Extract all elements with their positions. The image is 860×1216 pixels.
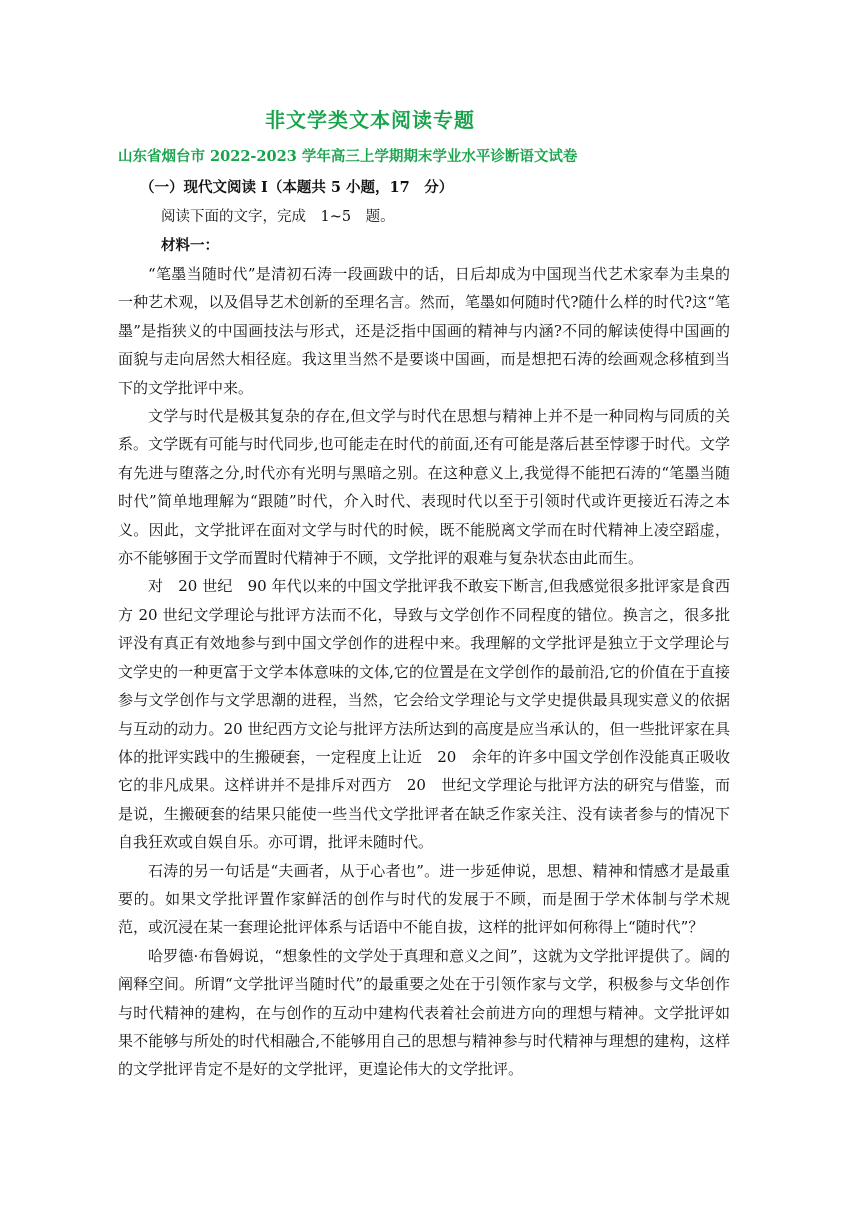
passage-paragraph-4: 石涛的另一句话是“夫画者，从于心者也”。进一步延伸说，思想、精神和情感才是最重要的。如果文学批评置作家鲜活的创作与时代的发展于不顾，而是囿于学术体制与学术规范，或沉浸在某一套理论批评体系与话语中不能自拔，这样的批评如何称得上“随时代”？ <box>118 861 730 937</box>
passage-paragraph-3: 对 20 世纪 90 年代以来的中国文学批评我不敢妄下断言,但我感觉很多批评家是食西方 20 世纪文学理论与批评方法而不化，导致与文学创作不同程度的错位。换言之，很多批评没有真正有效地参与到中国文学创作的进程中来。我理解的文学批评是独立于文学理论与 文学史的一种更富于文学本体意味的文体,它的位置是在文学创作的最前沿,它的价值在于直接参与文学创作与文学思潮的进程，当然，它会给文学理论与文学史提供最具现实意义的依据与互动的动力。20 世纪西方文论与批评方法所达到的高度是应当承认的，但一些批评家在具体的批评实践中的生搬硬套，一定程度上让近 20 余年的许多中国文学创作没能真正吸收它的非凡成果。这样讲并不是排斥对西方 20 世纪文学理论与批评方法的研究与借鉴，而是说，生搬硬套的结果只能使一些当代文学批评者在缺乏作家关注、没有读者参与的情况下自我狂欢或自娱自乐。亦可谓，批评未随时代。 <box>118 577 730 852</box>
reading-instruction: 阅读下面的文字，完成 1~5 题。 <box>161 209 395 225</box>
document-title: 非文学类文本阅读专题 <box>265 108 475 132</box>
passage-paragraph-1: “笔墨当随时代”是清初石涛一段画跋中的话，日后却成为中国现当代艺术家奉为圭臬的一种艺术观，以及倡导艺术创新的至理名言。然而，笔墨如何随时代?随什么样的时代?这“笔墨”是指狭义的中国画技法与形式，还是泛指中国画的精神与内涵?不同的解读使得中国画的面貌与走向居然大相径庭。我这里当然不是要谈中国画，而是想把石涛的绘画观念移植到当下的文学批评中来。 <box>118 265 730 397</box>
passage-paragraph-2: 文学与时代是极其复杂的存在,但文学与时代在思想与精神上并不是一种同构与同质的关系。文学既有可能与时代同步,也可能走在时代的前面,还有可能是落后甚至悖谬于时代。文学有先进与堕落之分,时代亦有光明与黑暗之别。在这种意义上,我觉得不能把石涛的“笔墨当随时代”简单地理解为“跟随”时代，介入时代、表现时代以至于引领时代或许更接近石涛之本义。因此，文学批评在面对文学与时代的时候，既不能脱离文学而在时代精神上凌空蹈虚，亦不能够囿于文学而置时代精神于不顾，文学批评的艰难与复杂状态由此而生。 <box>118 407 730 568</box>
reading-passage <box>118 260 730 1084</box>
passage-paragraph-5: 哈罗德·布鲁姆说，“想象性的文学处于真理和意义之间”，这就为文学批评提供了。阔的阐释空间。所谓“文学批评当随时代”的最重要之处在于引领作家与文学，积极参与文华创作与时代精神的建构，在与创作的互动中建构代表着社会前进方向的理想与精神。文学批评如果不能够与所处的时代相融合,不能够用自己的思想与精神参与时代精神与理想的建构，这样的文学批评肯定不是好的文学批评，更遑论伟大的文学批评。 <box>118 946 730 1079</box>
section-heading: （一）现代文阅读 I（本题共 5 小题，17 分） <box>140 179 454 196</box>
material-label: 材料一： <box>161 237 219 254</box>
exam-source-subtitle: 山东省烟台市 2022-2023 学年高三上学期期末学业水平诊断语文试卷 <box>118 148 578 165</box>
